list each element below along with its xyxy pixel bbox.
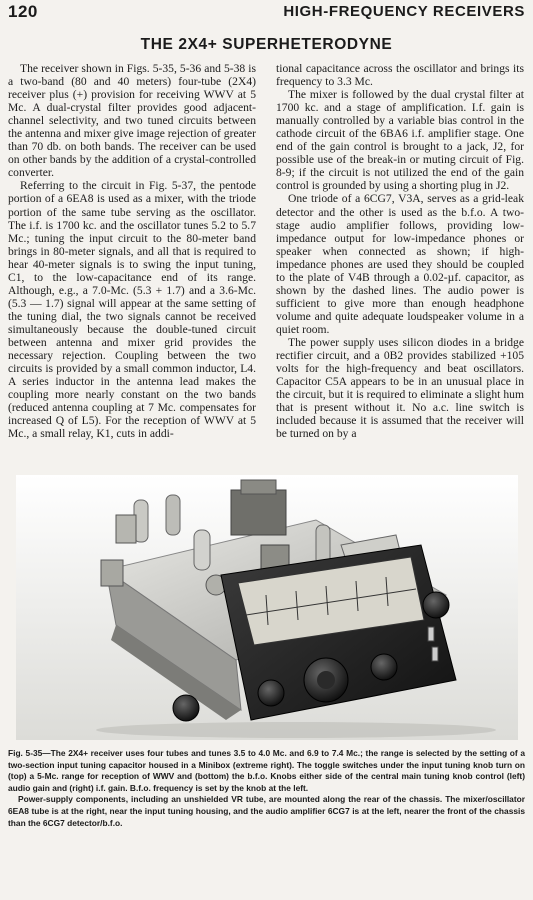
caption-paragraph: Fig. 5-35—The 2X4+ receiver uses four tubes and tunes 3.5 to 4.0 Mc. and 6.9 to 7.4 Mc.; the range is selected by the setting of a two-section input tuning capacitor housed in a Minibox (extreme right). The toggle switches under the input tuning knob turn on (top) a 5-Mc. range for reception of WWV and (bottom) the b.f.o. Knobs either side of the central main tuning knob control (left) audio gain and (right) i.f. gain. B.f.o. frequency is set by the knob at the left.	[8, 748, 525, 793]
if-gain-knob	[371, 654, 397, 680]
paragraph: The receiver shown in Figs. 5-35, 5-36 and 5-38 is a two-band (80 and 40 meters) four-tube (2X4) receiver plus (+) provision for receiving WWV at 5 Mc. A dual-crystal filter provides good adjacent-channel selectivity, and two tuned circuits between the antenna and mixer give image rejection of greater than 70 db. on both bands. The receiver can be used on other bands by the addition of a crystal-controlled converter.	[8, 62, 256, 180]
receiver-photo	[16, 475, 518, 740]
page-header	[8, 2, 525, 28]
right-column	[276, 62, 524, 440]
paragraph: tional capacitance across the oscillator and brings its frequency to 3.3 Mc.	[276, 62, 524, 89]
paragraph: The power supply uses silicon diodes in a bridge rectifier circuit, and a 0B2 provides stabilized +105 volts for the high-frequency and beat oscillators. Capacitor C5A appears to be in an unusual place in the circuit, but it is required to eliminate a slight hum that is present without it. No a.c. line switch is included because it is assumed that the receiver will be turned on by a	[276, 335, 524, 441]
bfo-knob	[173, 695, 199, 721]
paragraph: One triode of a 6CG7, V3A, serves as a grid-leak detector and the other is used as the b.f.o. A two-stage audio amplifier follows, providing low-impedance output for low-impedance phones or speaker when connected as shown; if high-impedance phones are used they should be coupled to the plate of V4B through a 0.02-µf. capacitor, as shown by the dashed lines. The audio power is sufficient to give more than enough headphone volume and quite adequate loudspeaker volume in a quiet room.	[276, 192, 524, 336]
power-transformer	[231, 490, 286, 535]
page-number: 120	[8, 2, 38, 21]
paragraph: The mixer is followed by the dual crystal filter at 1700 kc. and a stage of amplification. I.f. gain is manually controlled by a variable bias control in the cathode circuit of the 6BA6 i.f. amplifier stage. One end of the gain control is brought to a jack, J2, for possible use of the break-in or muting circuit of Fig. 8-9; if the circuit is not utilized the end of the gain control is grounded by using a shorting plug in J2.	[276, 88, 524, 193]
input-tuning-knob	[423, 592, 449, 618]
caption-paragraph: Power-supply components, including an unshielded VR tube, are mounted along the rear of the chassis. The mixer/oscillator 6EA8 tube is at the right, near the input tuning housing, and the audio amplifier 6CG7 is at the left, nearer the front of the chassis than the 6CG7 detector/b.f.o.	[8, 794, 525, 828]
figure-caption	[8, 748, 525, 829]
section-title: HIGH-FREQUENCY RECEIVERS	[283, 3, 525, 20]
article-title: THE 2X4+ SUPERHETERODYNE	[140, 36, 393, 53]
paragraph: Referring to the circuit in Fig. 5-37, the pentode portion of a 6EA8 is used as a mixer, with the triode portion of the same tube serving as the oscillator. The i.f. is 1700 kc. and the oscillator tunes 5.2 to 5.7 Mc.; tuning the input circuit to the 80-meter band brings in 80-meter signals, and all that is required to hear 40-meter signals is to swing the input tuning, C1, to the low-capacitance end of its range. Although, e.g., a 7.0-Mc. (5.3 + 1.7) and a 3.6-Mc. (5.3 — 1.7) signal will appear at the same setting of the tuning dial, the two signals cannot be received simultaneously because the double-tuned circuit between antenna and mixer grid provides the necessary rejection. Coupling between the two circuits is provided by a small common inductor, L4. A series inductor in the antenna lead makes the coupling more nearly constant on the two bands (reduced antenna coupling at 7 Mc. compensates for increased Q of L5). For the reception of WWV at 5 Mc., a small relay, K1, cuts in addi-	[8, 179, 256, 441]
audio-gain-knob	[258, 680, 284, 706]
left-column	[8, 62, 256, 440]
